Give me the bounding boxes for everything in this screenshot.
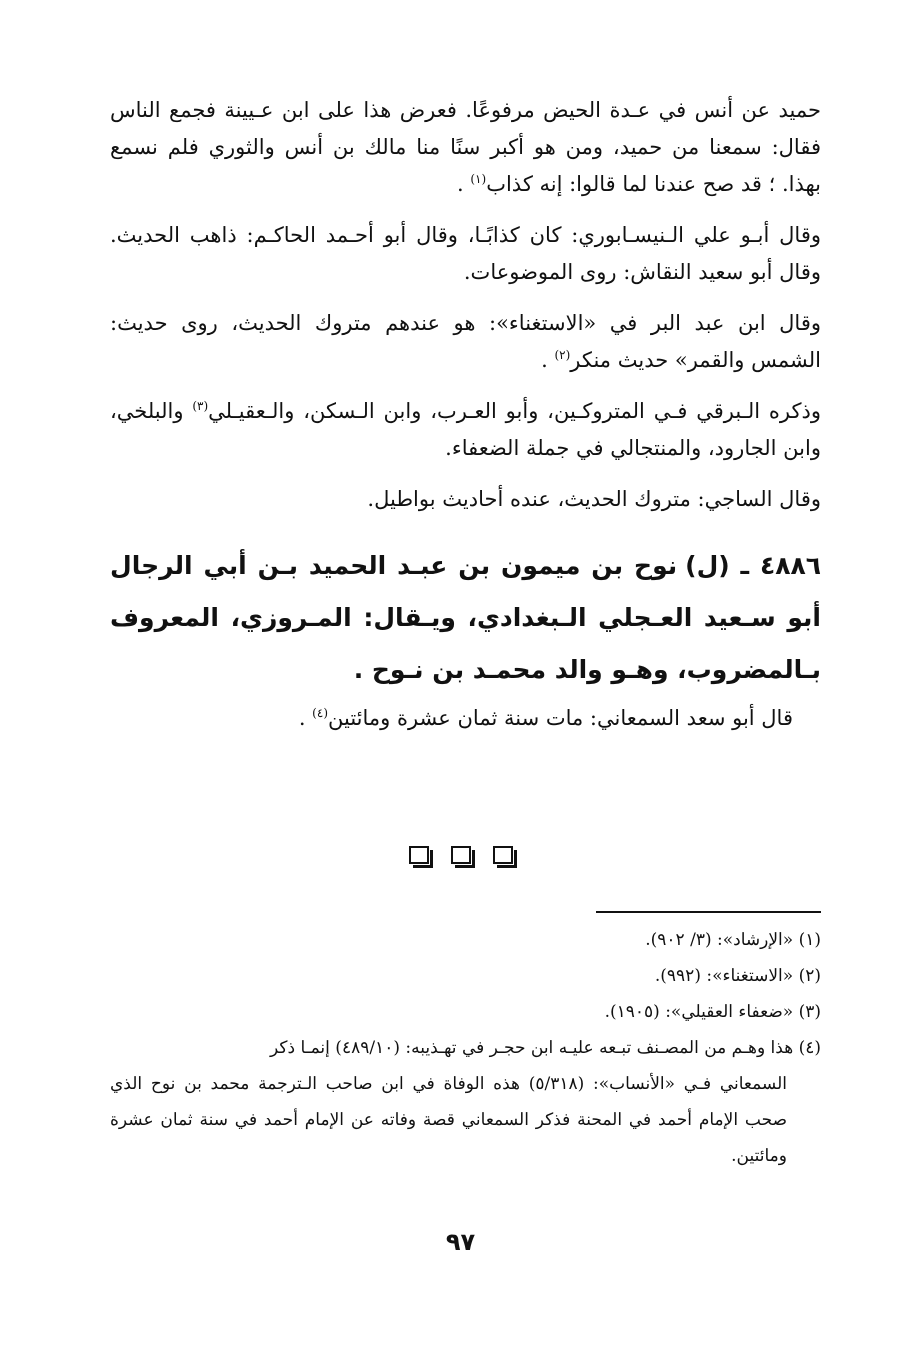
ornament-square-icon: [409, 846, 429, 864]
paragraph-3-text: وقال ابن عبد البر في «الاستغناء»: هو عندهم متروك الحديث، روى حديث: الشمس والقمر» حديث منكر: [110, 311, 821, 372]
ornament-square-icon: [451, 846, 471, 864]
paragraph-2: [110, 217, 821, 291]
footnote-ref-3[interactable]: (٣): [192, 399, 209, 413]
ornament-square-icon: [493, 846, 513, 864]
entry-paragraph-end: .: [298, 706, 313, 730]
paragraph-4-text-a: وذكره الـبرقي فـي المتروكـين، وأبو العـرب، وابن الـسكن، والـعقيـلي: [208, 399, 821, 423]
main-text: [110, 92, 821, 751]
paragraph-2-text: وقال أبـو علي الـنيسـابوري: كان كذابًـا، وقال أبو أحـمد الحاكـم: ذاهب الحديث. وقال أبو سعيد النقاش: روى الموضوعات.: [110, 223, 821, 284]
section-ornaments: [0, 846, 921, 864]
paragraph-5-text: وقال الساجي: متروك الحديث، عنده أحاديث بواطيل.: [367, 487, 821, 511]
entry-paragraph-text: قال أبو سعد السمعاني: مات سنة ثمان عشرة ومائتين: [328, 706, 793, 730]
footnote-4-first-line: (٤) هذا وهـم من المصـنف تبـعه عليـه ابن حجـر في تهـذيبه: (٤٨٩/١٠) إنمـا ذكر: [270, 1038, 821, 1058]
page-number: ٩٧: [445, 1228, 476, 1256]
paragraph-1-end: .: [457, 172, 471, 196]
footnote-2: (٢) «الاستغناء»: (٩٩٢).: [654, 966, 821, 986]
footnote-ref-4[interactable]: (٤): [312, 706, 328, 720]
paragraph-4-text-b: والبلخي، وابن الجارود، والمنتجالي في جملة الضعفاء.: [110, 399, 821, 460]
paragraph-4: [110, 393, 821, 467]
footnote-4: [110, 1030, 821, 1174]
footnote-ref-2[interactable]: (٢): [554, 348, 571, 362]
entry-paragraph: [110, 700, 821, 737]
paragraph-3-end: .: [541, 348, 555, 372]
paragraph-3: [110, 305, 821, 379]
entry-number: ٤٨٨٦ ـ (ل): [685, 551, 821, 580]
paragraph-5: [110, 481, 821, 518]
footnote-ref-1[interactable]: (١): [470, 172, 487, 186]
footnotes: [110, 922, 821, 1174]
footnote-1: (١) «الإرشاد»: (٣/ ٩٠٢).: [645, 930, 821, 950]
paragraph-1-text: حميد عن أنس في عـدة الحيض مرفوعًا. فعرض هذا على ابن عـيينة فجمع الناس فقال: سمعنا من حميد، ومن هو أكبر سنًا منا مالك بن أنس والثوري فلم نسمع بهذا. ؛ قد صح عندنا لما قالوا: إنه كذاب: [110, 98, 821, 196]
entry-heading: [110, 540, 821, 696]
entry-title: نوح بن ميمون بن عبـد الحميد بـن أبي الرجال أبو سـعيد العـجلي الـبغدادي، ويـقال: المـروزي، المعروف بـالمضروب، وهـو والد محمـد بن نـوح .: [110, 551, 821, 684]
paragraph-1: [110, 92, 821, 203]
footnote-separator: [596, 911, 821, 913]
footnote-3: (٣) «ضعفاء العقيلي»: (١٩٠٥).: [604, 1002, 821, 1022]
footnote-4-continuation: السمعاني فـي «الأنساب»: (٥/٣١٨) هذه الوفاة في ابن صاحب الـترجمة محمد بن نوح الذي صحب الإمام أحمد في المحنة فذكر السمعاني قصة وفاته عن الإمام أحمد في سنة ثمان عشرة ومائتين.: [110, 1074, 788, 1166]
